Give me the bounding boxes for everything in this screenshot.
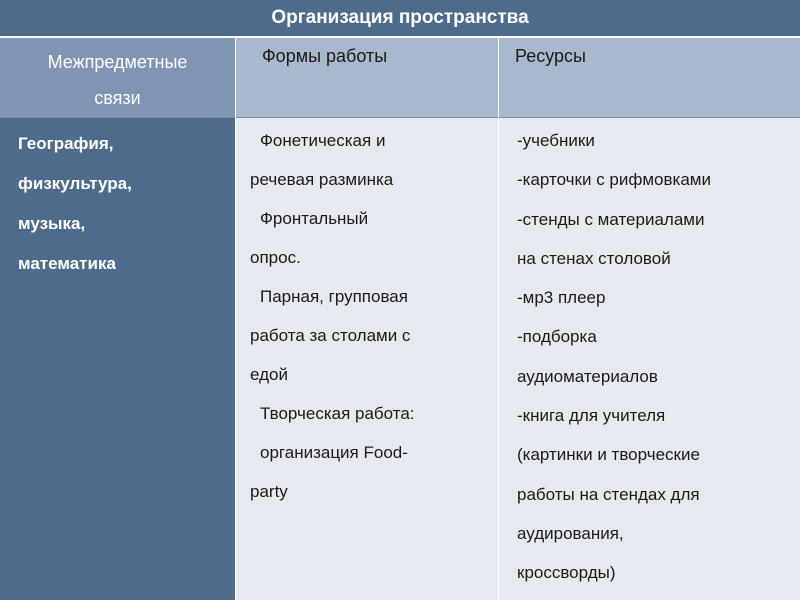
table-title-text: Организация пространства xyxy=(271,7,529,28)
work-form-line: едой xyxy=(250,365,288,384)
work-form-line: party xyxy=(250,482,288,501)
column-divider xyxy=(235,38,236,600)
header-cell-subjects xyxy=(0,38,235,117)
resource-line: -карточки с рифмовками xyxy=(517,170,711,190)
header-subjects-line-2: связи xyxy=(94,88,141,108)
work-form-line: опрос. xyxy=(250,248,301,267)
work-form-line: Фонетическая и xyxy=(260,131,386,150)
resource-line: -книга для учителя xyxy=(517,406,666,426)
header-cell-work-forms xyxy=(236,38,498,117)
table-title xyxy=(0,0,800,38)
resource-line: работы на стендах для xyxy=(517,484,700,504)
resource-line: аудиоматериалов xyxy=(517,366,658,386)
work-form-line: работа за столами с xyxy=(250,326,411,345)
column-divider xyxy=(498,38,499,600)
header-cell-resources xyxy=(499,38,800,117)
header-resources-label: Ресурсы xyxy=(515,46,586,66)
work-form-line: речевая разминка xyxy=(250,170,394,189)
subjects-cell xyxy=(0,118,235,600)
resource-line: на стенах столовой xyxy=(517,248,671,268)
resource-line: -учебники xyxy=(517,131,595,150)
subject-line: физкультура, xyxy=(18,174,132,193)
resource-line: -подборка xyxy=(517,327,597,347)
subject-line: математика xyxy=(18,254,116,273)
table-header-row xyxy=(0,38,800,118)
subject-line: География, xyxy=(18,134,114,153)
work-form-line: Фронтальный xyxy=(260,209,369,228)
resources-cell xyxy=(499,118,800,600)
work-form-line: Парная, групповая xyxy=(260,287,408,306)
subject-line: музыка, xyxy=(18,214,86,233)
work-form-line: Творческая работа: xyxy=(260,404,415,423)
subjects-lines xyxy=(0,118,235,284)
resource-line: -мр3 плеер xyxy=(517,288,606,308)
resource-line: кроссворды) xyxy=(517,563,616,583)
work-forms-lines xyxy=(236,118,498,511)
header-work-forms-label: Формы работы xyxy=(262,46,388,66)
resource-line: -стенды с материалами xyxy=(517,209,705,229)
table-body-row xyxy=(0,118,800,600)
resources-lines xyxy=(499,118,800,593)
resource-line: аудирования, xyxy=(517,523,624,543)
work-form-line: организация Food- xyxy=(260,443,408,462)
work-forms-cell xyxy=(236,118,498,600)
resource-line: (картинки и творческие xyxy=(517,445,700,465)
header-subjects-line-1: Межпредметные xyxy=(47,52,188,72)
